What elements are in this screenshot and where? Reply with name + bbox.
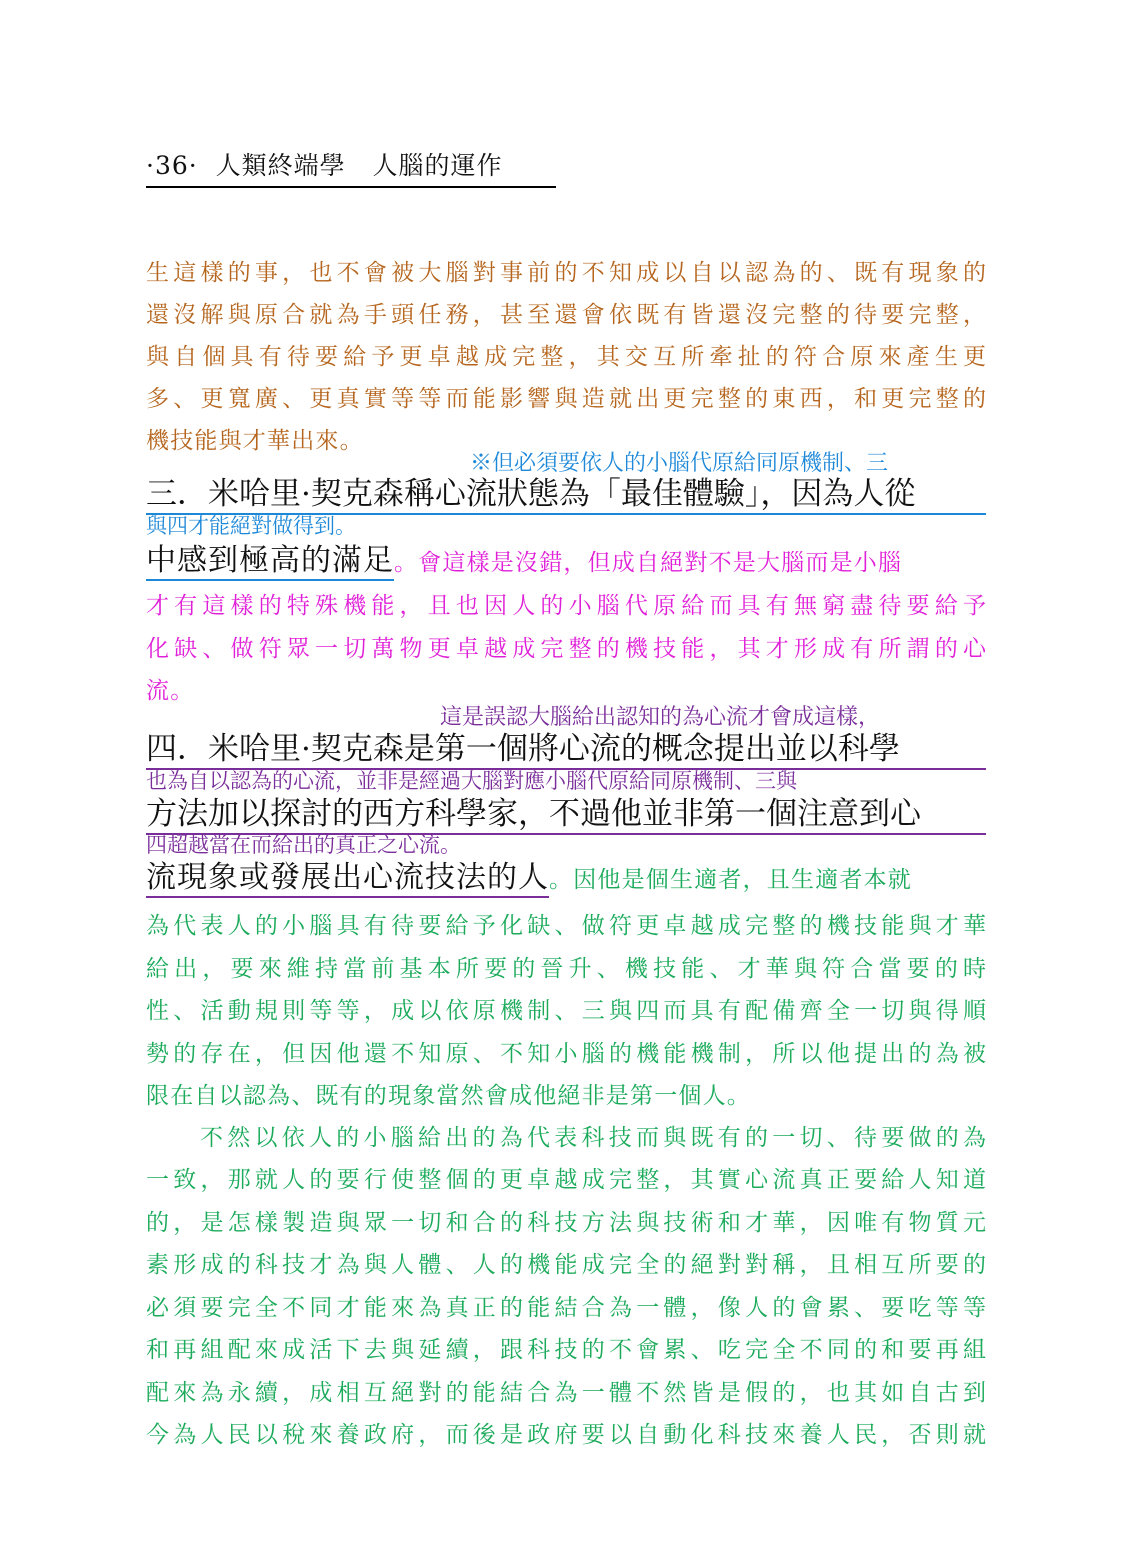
text-line-content: 多、更寬廣、更真實等等而能影響與造就出更完整的東西，和更完整的 [146,386,991,412]
section3-heading-underlined: 中感到極高的滿足 [146,535,394,581]
text-line-content: 今為人民以稅來養政府，而後是政府要以自動化科技來養人民，否則就 [146,1422,991,1448]
text-line-content: 生這樣的事，也不會被大腦對事前的不知成以自以認為的、既有現象的 [146,260,991,286]
section4-heading-tail: 。因他是個生適者，且生適者本就 [549,867,912,893]
text-line [146,1035,991,1068]
section4-note-line1: 這是誤認大腦給出認知的為心流才會成這樣， [440,705,881,730]
section3-note-line1: ※但必須要依人的小腦代原給同原機制、三 [470,451,889,476]
section3-heading-tail: 。會這樣是沒錯，但成自絕對不是大腦而是小腦 [394,550,903,576]
text-line-content: 一致，那就人的要行使整個的更卓越成完整，其實心流真正要給人知道 [146,1167,991,1193]
text-line [146,1204,991,1237]
page-header [146,146,556,188]
text-line-content: 給出，要來維持當前基本所要的晉升、機技能、才華與符合當要的時 [146,956,992,982]
text-line-content: 性、活動規則等等，成以依原機制、三與四而具有配備齊全一切與得順 [146,998,991,1024]
section3-heading-text: 三．米哈里·契克森稱心流狀態為「最佳體驗」，因為人從 [146,468,986,515]
text-line-content: 不然以依人的小腦給出的為代表科技而與既有的一切、待要做的為 [200,1125,991,1151]
text-line-content: 還沒解與原合就為手頭任務，甚至還會依既有皆還沒完整的待要完整， [146,302,991,328]
text-line [146,1161,991,1194]
text-line-content: 和再組配來成活下去與延續，跟科技的不會累、吃完全不同的和要再組 [146,1337,991,1363]
text-line-content: 流。 [146,678,195,704]
text-line [146,950,992,983]
section4-heading-underlined: 流現象或發展出心流技法的人 [146,852,549,898]
text-line-content: 化缺、做符眾一切萬物更卓越成完整的機技能，其才形成有所謂的心 [146,636,992,662]
text-line-content: 限在自以認為、既有的現象當然會成他絕非是第一個人。 [146,1083,751,1109]
text-line-content: 素形成的科技才為與人體、人的機能成完全的絕對對稱，且相互所要的 [146,1252,991,1278]
text-line [146,1246,991,1279]
section4-note-line3: 四超越當在而給出的真正之心流。 [146,833,461,857]
section4-heading-line2: 方法加以探討的西方科學家，不過他並非第一個注意到心 [146,788,986,835]
section3-heading-line1 [146,468,986,515]
page-number: ·36· [146,151,198,180]
text-line [200,1119,991,1152]
text-line-content: 才有這樣的特殊機能，且也因人的小腦代原給而具有無窮盡待要給予 [146,593,992,619]
text-line [146,380,991,413]
text-line [146,1374,991,1407]
text-line [146,254,991,287]
text-line [146,992,991,1025]
text-line [146,907,991,940]
text-line [146,338,992,371]
section4-heading-line3 [146,852,986,898]
text-line-content: 與自個具有待要給予更卓越成完整，其交互所牽扯的符合原來產生更 [146,344,992,370]
chapter-title: 人腦的運作 [372,151,503,180]
section4-note-line2: 也為自以認為的心流，並非是經過大腦對應小腦代原給同原機制、三與 [146,769,797,793]
section3-note-line2: 與四才能絕對做得到。 [146,514,356,538]
text-line [146,1289,991,1322]
text-line [146,630,992,663]
text-line-content: 勢的存在，但因他還不知原、不知小腦的機能機制，所以他提出的為被 [146,1041,991,1067]
text-line [146,1416,991,1449]
section3-heading-line2 [146,535,986,581]
text-line [146,587,992,620]
text-line-content: 配來為永續，成相互絕對的能結合為一體不然皆是假的，也其如自古到 [146,1380,991,1406]
text-line [146,296,991,329]
text-line-content: 的，是怎樣製造與眾一切和合的科技方法與技術和才華，因唯有物質元 [146,1210,991,1236]
text-line-content: 必須要完全不同才能來為真正的能結合為一體，像人的會累、要吃等等 [146,1295,991,1321]
text-line-content: 為代表人的小腦具有待要給予化缺、做符更卓越成完整的機技能與才華 [146,913,991,939]
text-line [146,1077,986,1110]
text-line [146,1331,991,1364]
text-line-content: 機技能與才華出來。 [146,428,364,454]
book-title: 人類終端學 [215,151,346,180]
section4-heading-line1: 四．米哈里·契克森是第一個將心流的概念提出並以科學 [146,723,986,770]
